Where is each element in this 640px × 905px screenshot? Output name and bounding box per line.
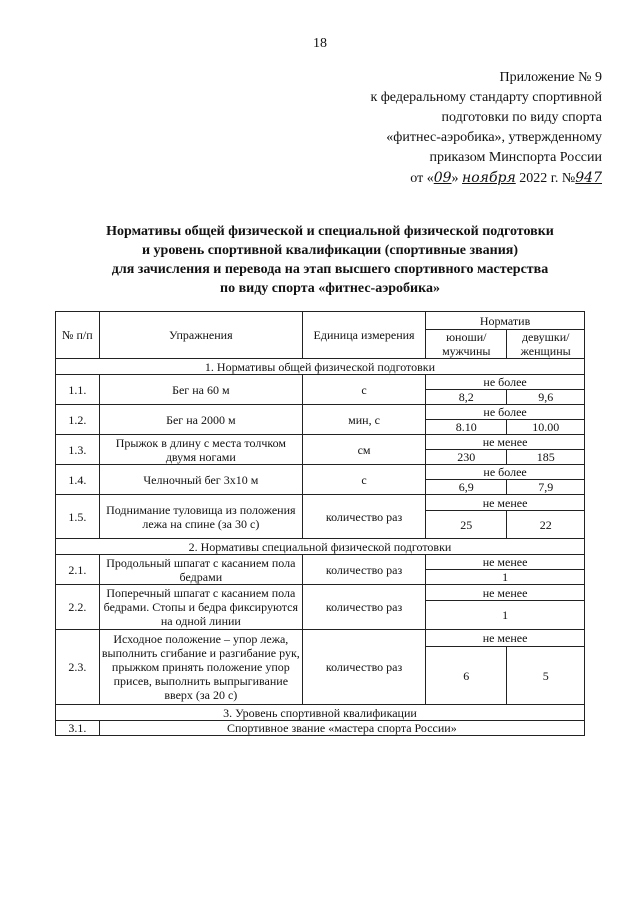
table-row [56,375,585,390]
row-text: Спортивное звание «мастера спорта России» [99,721,584,736]
header-row [56,312,585,330]
header-exercise: Упражнения [99,312,302,359]
row-boys: 25 [426,511,507,539]
table-row [56,630,585,647]
row-exercise: Прыжок в длину с места толчком двумя ногами [99,435,302,465]
row-boys: 8,2 [426,390,507,405]
table-row [56,405,585,420]
row-num: 2.2. [56,585,100,630]
row-boys: 230 [426,450,507,465]
row-num: 1.2. [56,405,100,435]
table-row [56,495,585,511]
row-boys: 6 [426,647,507,705]
appendix-block [302,68,602,189]
row-unit: см [302,435,425,465]
section-title: 2. Нормативы специальной физической подготовки [56,539,585,555]
row-exercise: Продольный шпагат с касанием пола бедрами [99,555,302,585]
table-row [56,555,585,570]
row-girls: 5 [507,647,585,705]
row-value: 1 [426,601,585,630]
date-day: 09 [433,170,452,186]
row-condition: не более [426,375,585,390]
date-prefix: от « [410,171,434,186]
appendix-line: к федеральному стандарту спортивной [370,90,602,105]
row-num: 2.1. [56,555,100,585]
row-unit: количество раз [302,495,425,539]
header-girls: девушки/ женщины [507,330,585,359]
table-row [56,465,585,480]
row-condition: не менее [426,555,585,570]
table-row [56,721,585,736]
title-line: и уровень спортивной квалификации (спортивные звания) [141,243,519,258]
row-exercise: Бег на 2000 м [99,405,302,435]
header-boys: юноши/ мужчины [426,330,507,359]
row-condition: не более [426,465,585,480]
row-num: 1.5. [56,495,100,539]
row-girls: 7,9 [507,480,585,495]
page-number: 18 [313,36,327,51]
row-condition: не более [426,405,585,420]
row-condition: не менее [426,585,585,601]
title-line: Нормативы общей физической и специальной физической подготовки [106,224,554,239]
appendix-line: приказом Минспорта России [429,150,602,165]
section-row [56,359,585,375]
row-condition: не менее [426,495,585,511]
header-norm: Норматив [426,312,585,330]
row-exercise: Бег на 60 м [99,375,302,405]
row-girls: 22 [507,511,585,539]
order-number: 947 [575,170,602,186]
row-num: 2.3. [56,630,100,705]
row-exercise: Челночный бег 3х10 м [99,465,302,495]
row-num: 1.4. [56,465,100,495]
row-unit: с [302,465,425,495]
row-boys: 6,9 [426,480,507,495]
row-condition: не менее [426,435,585,450]
row-num: 1.1. [56,375,100,405]
table-row [56,435,585,450]
row-unit: количество раз [302,555,425,585]
row-girls: 9,6 [507,390,585,405]
section-row [56,539,585,555]
table-row [56,585,585,601]
section-row [56,705,585,721]
appendix-line: Приложение № 9 [499,70,602,85]
date-mid: » [451,171,459,186]
row-girls: 10.00 [507,420,585,435]
row-unit: количество раз [302,630,425,705]
row-num: 3.1. [56,721,100,736]
row-unit: количество раз [302,585,425,630]
row-unit: с [302,375,425,405]
row-condition: не менее [426,630,585,647]
title-line: по виду спорта «фитнес-аэробика» [220,281,440,296]
row-exercise: Поперечный шпагат с касанием пола бедрами. Стопы и бедра фиксируются на одной линии [99,585,302,630]
date-year: 2022 г. № [519,171,576,186]
row-unit: мин, с [302,405,425,435]
header-num: № п/п [56,312,100,359]
norms-table [55,311,585,736]
row-exercise: Исходное положение – упор лежа, выполнить сгибание и разгибание рук, прыжком принять положение упор присев, выполнить выпрыгивание вверх (за 20 с) [99,630,302,705]
row-value: 1 [426,570,585,585]
section-title: 1. Нормативы общей физической подготовки [56,359,585,375]
row-girls: 185 [507,450,585,465]
row-num: 1.3. [56,435,100,465]
row-exercise: Поднимание туловища из положения лежа на спине (за 30 с) [99,495,302,539]
header-unit: Единица измерения [302,312,425,359]
title-line: для зачисления и перевода на этап высшего спортивного мастерства [111,262,549,277]
row-boys: 8.10 [426,420,507,435]
appendix-line: «фитнес-аэробика», утвержденному [386,130,602,145]
document-title [60,222,600,298]
section-title: 3. Уровень спортивной квалификации [56,705,585,721]
order-date-line [302,168,602,189]
date-month: ноября [462,170,516,186]
appendix-line: подготовки по виду спорта [441,110,602,125]
